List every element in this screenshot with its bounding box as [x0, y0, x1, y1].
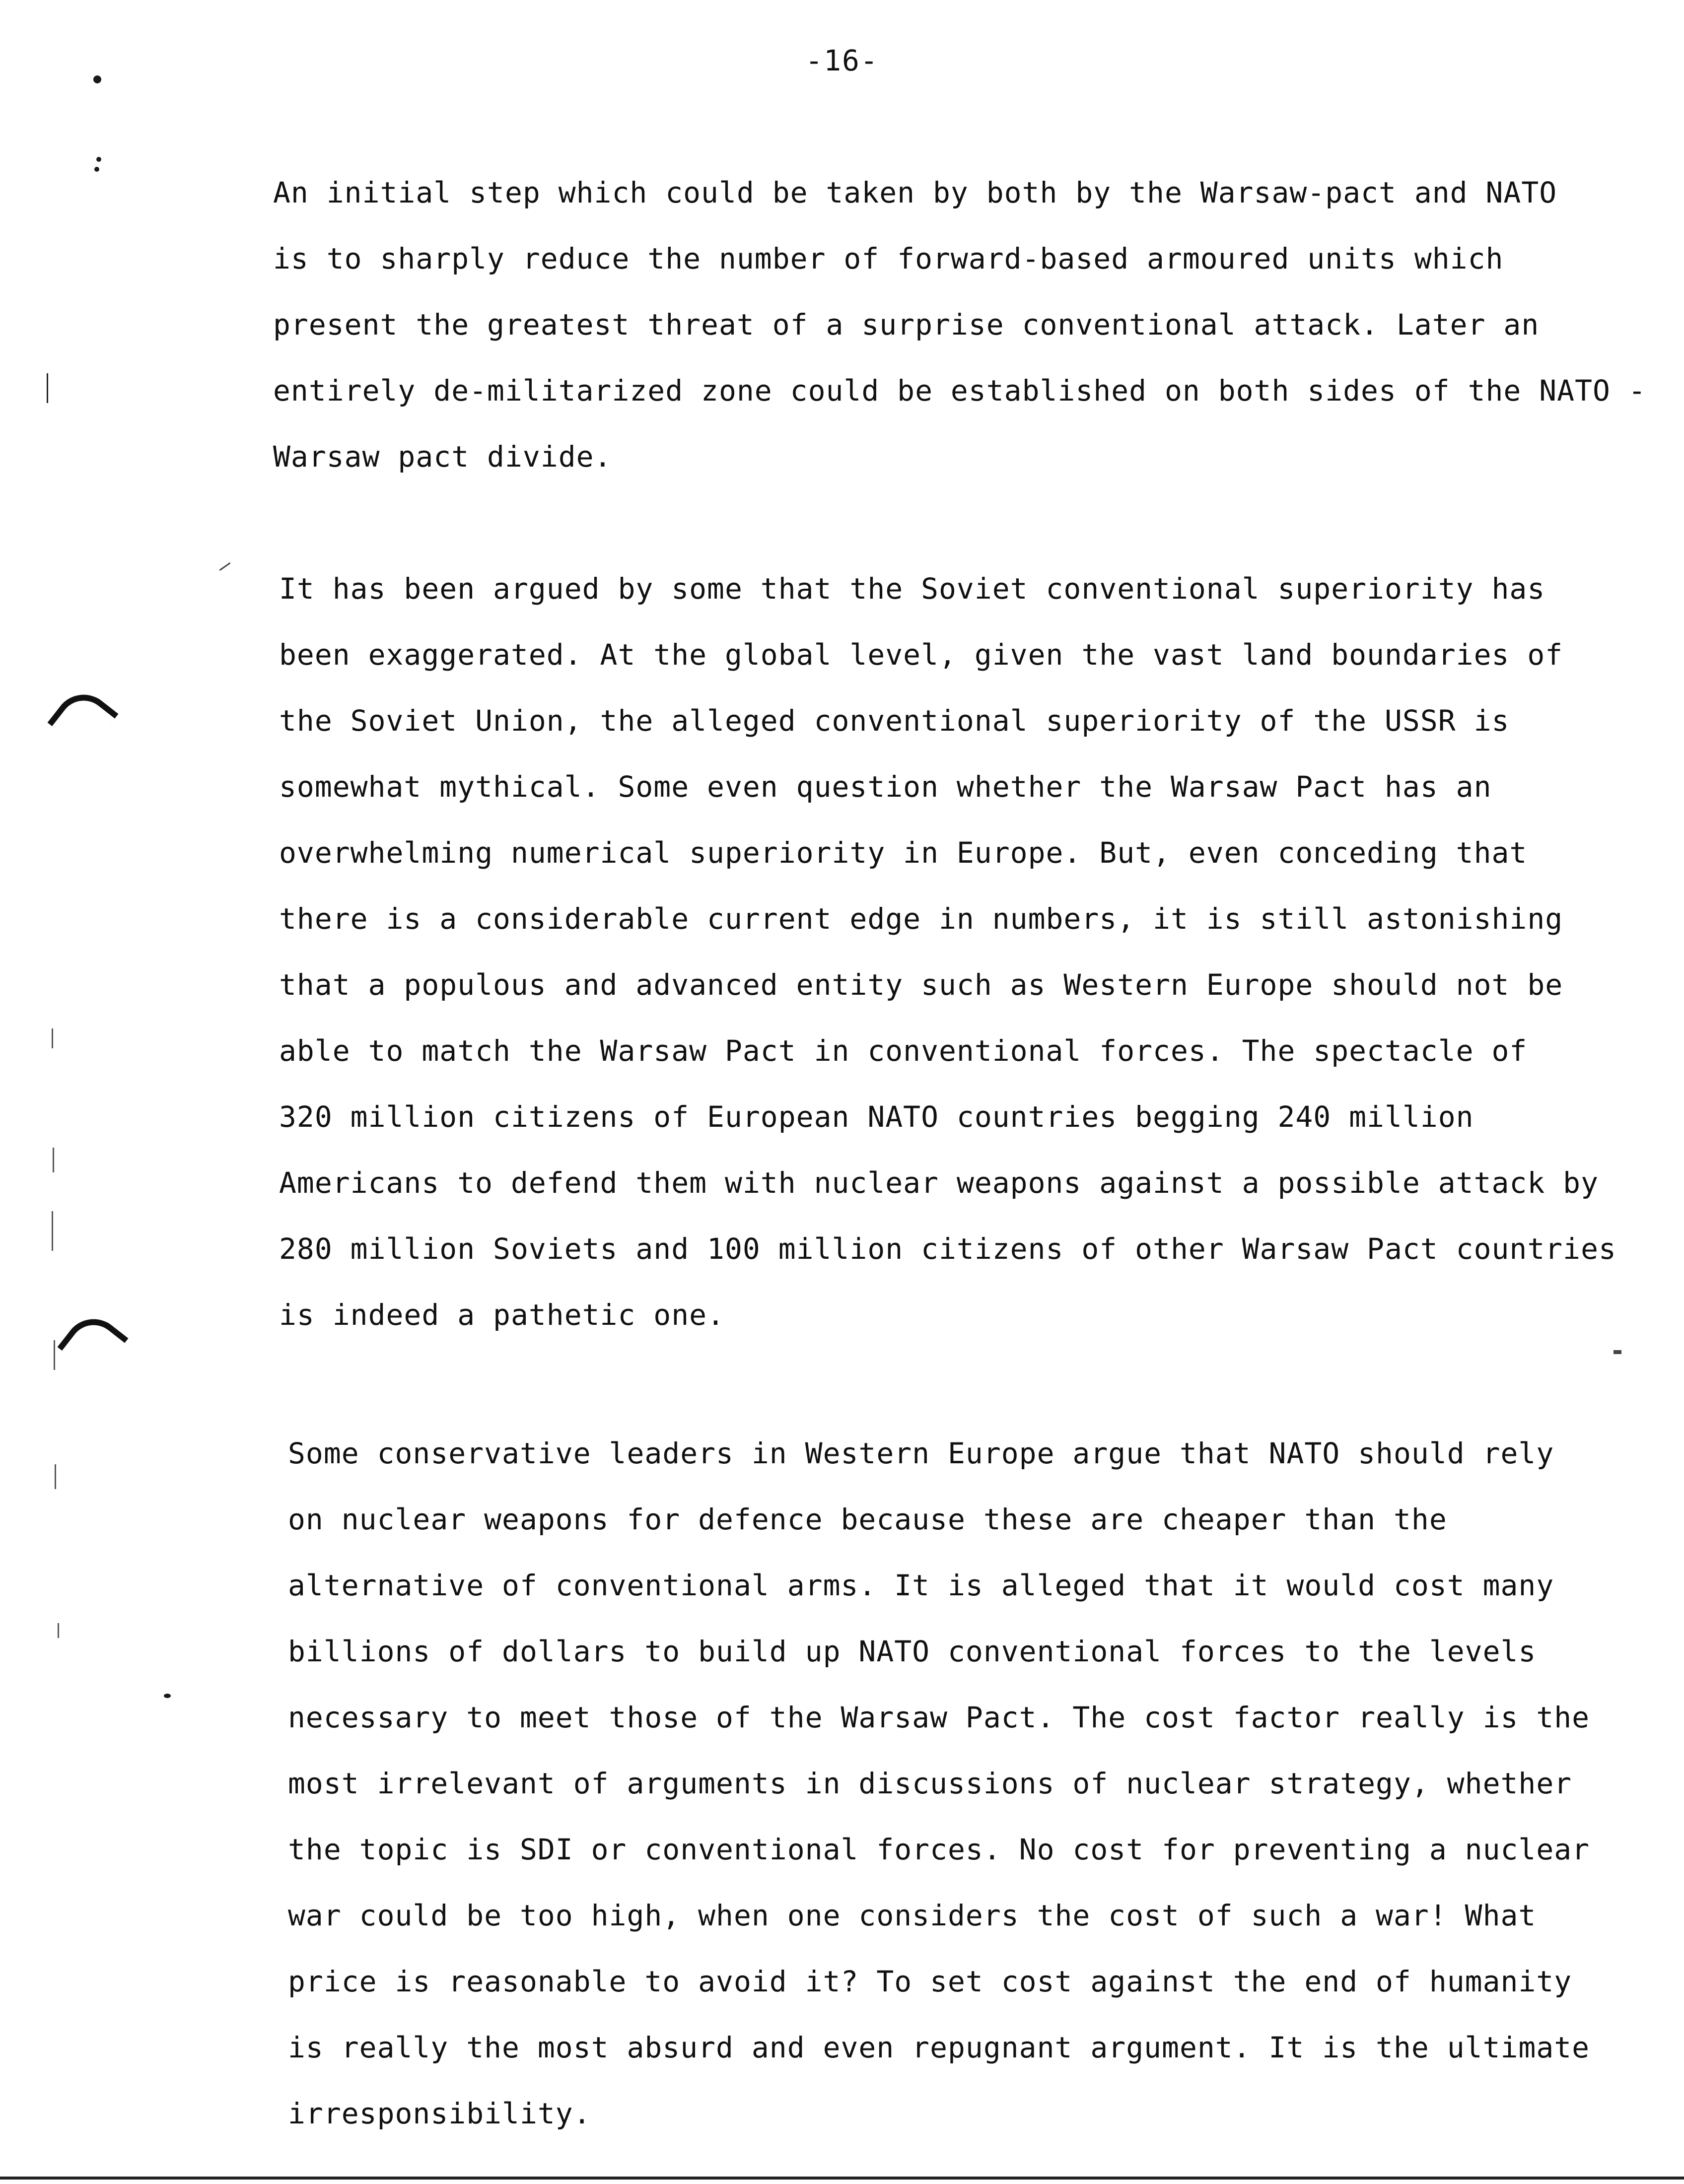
paragraph-soviet-superiority	[279, 556, 1616, 1348]
scan-mark	[47, 373, 48, 403]
text-line: It has been argued by some that the Soviet conventional superiority has	[279, 572, 1545, 606]
text-line: irresponsibility.	[288, 2097, 591, 2130]
text-line: overwhelming numerical superiority in Europe. But, even conceding that	[279, 836, 1528, 870]
text-line: somewhat mythical. Some even question whether the Warsaw Pact has an	[279, 770, 1492, 804]
page-number: -16-	[805, 44, 879, 77]
text-line: Warsaw pact divide.	[273, 440, 612, 474]
text-line: there is a considerable current edge in numbers, it is still astonishing	[279, 902, 1563, 936]
text-line: 320 million citizens of European NATO countries begging 240 million	[279, 1100, 1474, 1134]
text-line: billions of dollars to build up NATO conventional forces to the levels	[288, 1635, 1537, 1668]
text-line: the topic is SDI or conventional forces. No cost for preventing a nuclear	[288, 1833, 1590, 1866]
text-line: is indeed a pathetic one.	[279, 1298, 725, 1332]
text-line: present the greatest threat of a surprise conventional attack. Later an	[273, 308, 1540, 341]
text-line: is really the most absurd and even repugnant argument. It is the ultimate	[288, 2031, 1590, 2064]
text-line: war could be too high, when one considers the cost of such a war! What	[288, 1899, 1537, 1932]
text-line: 280 million Soviets and 100 million citizens of other Warsaw Pact countries	[279, 1232, 1616, 1266]
text-line: most irrelevant of arguments in discussions of nuclear strategy, whether	[288, 1767, 1572, 1800]
text-line: price is reasonable to avoid it? To set cost against the end of humanity	[288, 1965, 1572, 1998]
scan-speck	[1614, 1350, 1621, 1354]
text-line: necessary to meet those of the Warsaw Pact. The cost factor really is the	[288, 1701, 1590, 1734]
text-line: that a populous and advanced entity such as Western Europe should not be	[279, 968, 1563, 1002]
scan-mark	[55, 1464, 56, 1489]
scan-mark	[53, 1148, 54, 1172]
scan-speck	[164, 1694, 171, 1698]
binder-hole-arc	[47, 682, 118, 753]
text-line: the Soviet Union, the alleged conventional superiority of the USSR is	[279, 704, 1510, 738]
text-line: Americans to defend them with nuclear weapons against a possible attack by	[279, 1166, 1599, 1200]
text-line: Some conservative leaders in Western Europe argue that NATO should rely	[288, 1436, 1554, 1470]
scan-speck	[96, 157, 101, 162]
binder-hole-arc	[57, 1307, 128, 1378]
scan-speck	[219, 562, 230, 571]
scan-mark	[54, 1340, 55, 1370]
text-line: alternative of conventional arms. It is alleged that it would cost many	[288, 1569, 1554, 1602]
text-line: been exaggerated. At the global level, given the vast land boundaries of	[279, 638, 1563, 672]
scan-speck	[93, 75, 101, 83]
paragraph-demilitarized-zone	[273, 160, 1646, 490]
text-line: is to sharply reduce the number of forward-based armoured units which	[273, 242, 1504, 275]
scan-mark	[58, 1623, 59, 1638]
text-line: An initial step which could be taken by both by the Warsaw-pact and NATO	[273, 176, 1557, 209]
paragraph-cost-argument	[288, 1421, 1590, 2147]
text-line: entirely de-militarized zone could be established on both sides of the NATO -	[273, 374, 1646, 408]
text-line: on nuclear weapons for defence because these are cheaper than the	[288, 1502, 1447, 1536]
scan-mark	[52, 1028, 53, 1048]
scan-speck	[94, 167, 99, 172]
text-line: able to match the Warsaw Pact in conventional forces. The spectacle of	[279, 1034, 1528, 1068]
scan-mark	[52, 1211, 53, 1251]
page-bottom-edge	[0, 2177, 1684, 2180]
